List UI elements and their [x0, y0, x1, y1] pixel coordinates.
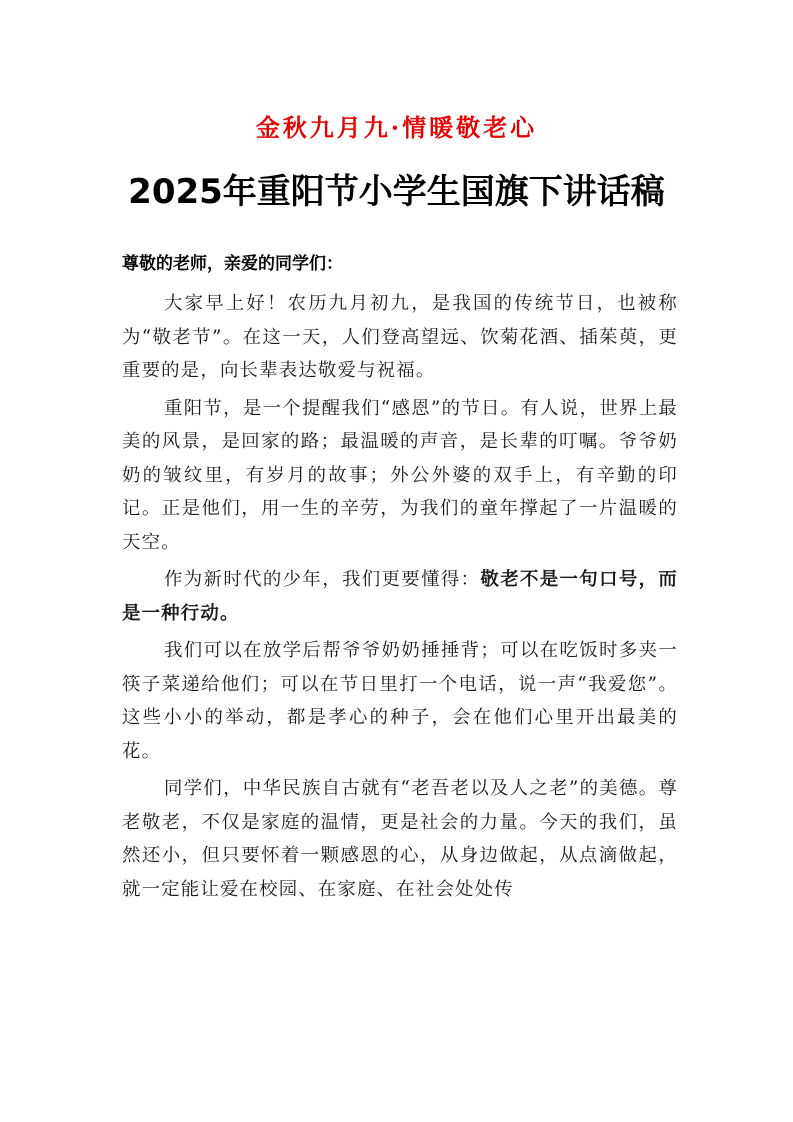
document-subtitle: 金秋九月九·情暖敬老心	[255, 113, 538, 142]
paragraph-deeds: 我们可以在放学后帮爷爷奶奶捶捶背；可以在吃饭时多夹一筷子菜递给他们；可以在节日里打一个电话，说一声“我爱您”。这些小小的举动，都是孝心的种子，会在他们心里开出最美的花。	[122, 640, 678, 762]
document-title: 2025年重阳节小学生国旗下讲话稿	[128, 172, 665, 212]
speech-body	[122, 287, 678, 910]
paragraph-greeting: 大家早上好！农历九月初九，是我国的传统节日，也被称为“敬老节”。在这一天，人们登高望远、饮菊花酒、插茱萸，更重要的是，向长辈表达敬爱与祝福。	[122, 293, 678, 381]
paragraph-action	[122, 563, 678, 630]
paragraph-gratitude: 重阳节，是一个提醒我们“感恩”的节日。有人说，世界上最美的风景，是回家的路；最温暖的声音，是长辈的叮嘱。爷爷奶奶的皱纹里，有岁月的故事；外公外婆的双手上，有辛勤的印记。正是他们，用一生的辛劳，为我们的童年撑起了一片温暖的天空。	[122, 397, 678, 553]
paragraph-action-emphasis: 敬老不是一句口号，而是一种行动。	[122, 569, 678, 624]
paragraph-virtue: 同学们，中华民族自古就有“老吾老以及人之老”的美德。尊老敬老，不仅是家庭的温情，更是社会的力量。今天的我们，虽然还小，但只要怀着一颗感恩的心，从身边做起，从点滴做起，就一定能让爱在校园、在家庭、在社会处处传	[122, 778, 678, 900]
paragraph-action-lead: 作为新时代的少年，我们更要懂得：	[164, 569, 481, 590]
speech-salutation: 尊敬的老师，亲爱的同学们：	[122, 254, 343, 274]
